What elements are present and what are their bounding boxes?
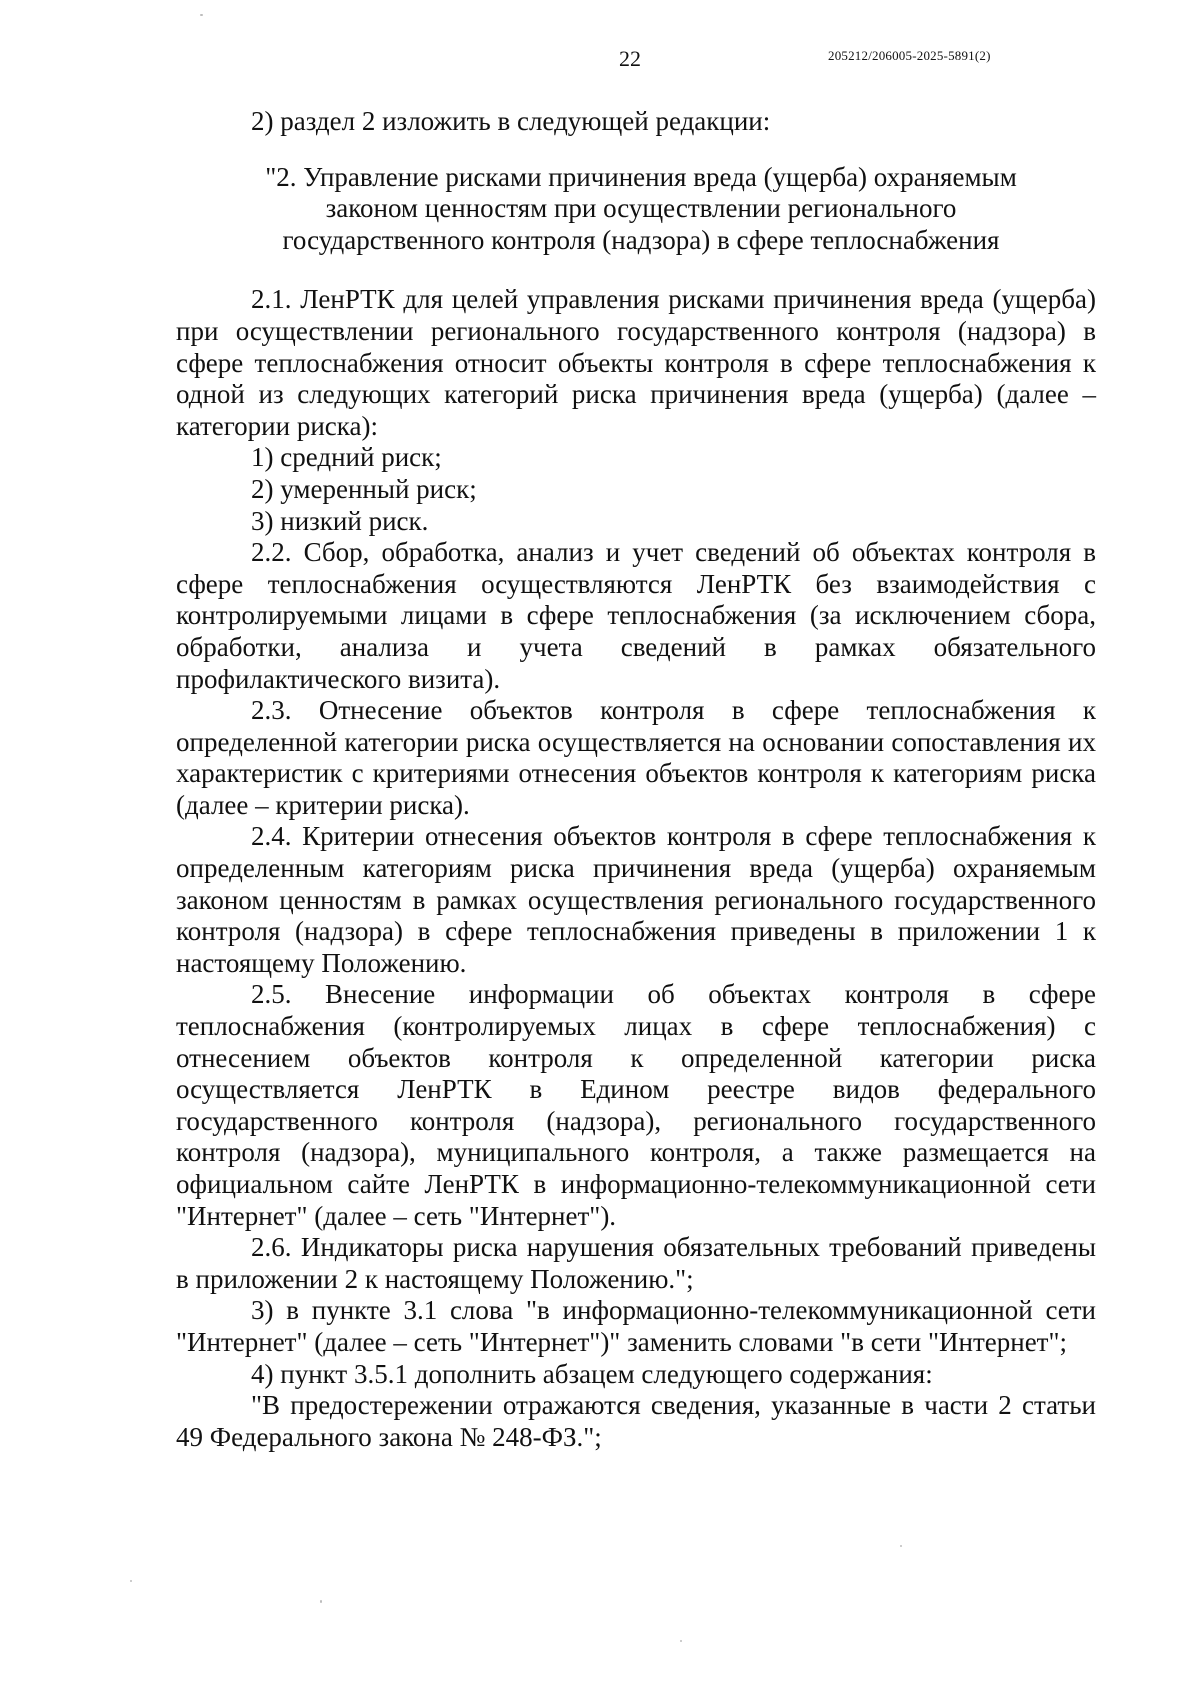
item-3-paragraph: 3) в пункте 3.1 слова "в информационно-телекоммуникационной сети "Интернет" (далее – сеть "Интернет")" заменить словами "в сети "Интернет";: [176, 1295, 1096, 1357]
item-4-paragraph: 4) пункт 3.5.1 дополнить абзацем следующего содержания:: [251, 1358, 933, 1389]
section-title: "2. Управление рисками причинения вреда (ущерба) охраняемым законом ценностям при осуществлении регионального государственного контроля (надзора) в сфере теплоснабжения: [265, 161, 1017, 255]
paragraph-2-1: 2.1. ЛенРТК для целей управления рисками причинения вреда (ущерба) при осуществлении регионального государственного контроля (надзора) в сфере теплоснабжения относит объекты контроля в сфере теплоснабжения к одной из следующих категорий риска причинения вреда (ущерба) (далее – категории риска):: [176, 284, 1096, 441]
quote-paragraph: "В предостережении отражаются сведения, указанные в части 2 статьи 49 Федерального закона № 248-ФЗ.";: [176, 1390, 1096, 1452]
document-body: [176, 106, 1096, 1453]
paragraph-2-4: 2.4. Критерии отнесения объектов контроля в сфере теплоснабжения к определенным категориям риска причинения вреда (ущерба) охраняемым законом ценностям в рамках осуществления регионального государственного контроля (надзора) в сфере теплоснабжения приведены в приложении 1 к настоящему Положению.: [176, 821, 1096, 978]
paragraph-2-2: 2.2. Сбор, обработка, анализ и учет сведений об объектах контроля в сфере теплоснабжения осуществляются ЛенРТК без взаимодействия с контролируемыми лицами в сфере теплоснабжения (за исключением сбора, обработки, анализа и учета сведений в рамках обязательного профилактического визита).: [176, 537, 1096, 694]
document-id: 205212/206005-2025-5891(2): [828, 48, 991, 63]
page-number: 22: [619, 46, 641, 71]
scan-speck: [320, 1600, 322, 1603]
risk-category-2: 2) умеренный риск;: [251, 473, 477, 504]
paragraph-2-5: 2.5. Внесение информации об объектах контроля в сфере теплоснабжения (контролируемых лицах в сфере теплоснабжения) с отнесением объектов контроля к определенной категории риска осуществляется ЛенРТК в Едином реестре видов федерального государственного контроля (надзора), регионального государственного контроля (надзора), муниципального контроля, а также размещается на официальном сайте ЛенРТК в информационно-телекоммуникационной сети "Интернет" (далее – сеть "Интернет").: [176, 979, 1096, 1231]
risk-category-1: 1) средний риск;: [251, 442, 442, 473]
risk-category-3: 3) низкий риск.: [251, 505, 429, 536]
scan-speck: [130, 1580, 132, 1582]
scan-speck: [900, 1545, 902, 1547]
paragraph-2-3: 2.3. Отнесение объектов контроля в сфере теплоснабжения к определенной категории риска осуществляется на основании сопоставления их характеристик с критериями отнесения объектов контроля к категориям риска (далее – критерии риска).: [176, 695, 1096, 820]
paragraph-2-6: 2.6. Индикаторы риска нарушения обязательных требований приведены в приложении 2 к настоящему Положению.";: [176, 1232, 1096, 1294]
intro-paragraph: 2) раздел 2 изложить в следующей редакции:: [251, 106, 771, 136]
scan-speck: [680, 1640, 682, 1642]
scan-speck: [200, 14, 203, 16]
